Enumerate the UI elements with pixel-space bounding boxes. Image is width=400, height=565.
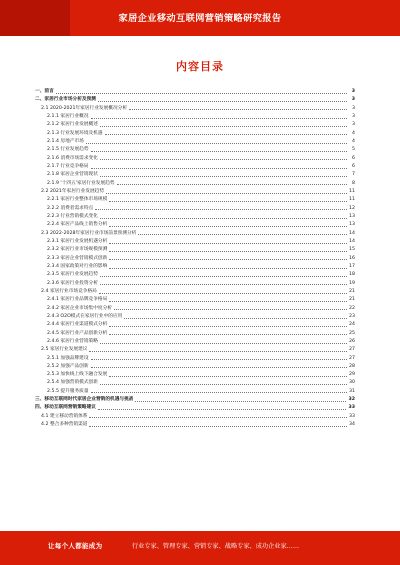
toc-entry[interactable] [35,379,355,387]
table-of-contents [35,88,355,429]
toc-entry-label: 2.3.2 家居行业市场规模预测 [47,247,108,253]
toc-entry[interactable] [35,238,355,246]
toc-entry[interactable] [35,338,355,346]
toc-entry-label: 2.3 2022-2028年家居行业市场前景预测分析 [41,230,137,236]
toc-entry-label: 2.4.5 家居行业产品创新分析 [47,330,108,336]
toc-entry-label: 2.2.1 家居行业整体市场规模 [47,197,108,203]
toc-entry-page: 19 [349,280,355,286]
toc-entry[interactable] [35,421,355,429]
toc-entry-label: 2.4.4 家居行业渠道模式分析 [47,322,108,328]
toc-entry-label: 2.5.4 加强营销模式创新 [47,380,98,386]
toc-entry[interactable] [35,355,355,363]
toc-entry-page: 14 [349,230,355,236]
toc-entry-page: 12 [349,205,355,211]
toc-entry[interactable] [35,88,355,96]
toc-leader-dots [89,417,347,418]
toc-leader-dots [98,409,347,410]
toc-leader-dots [109,243,347,244]
toc-entry-page: 21 [349,288,355,294]
toc-entry[interactable] [35,96,355,104]
footer-logo-text: 让每个人都能成为 [48,542,103,550]
toc-leader-dots [100,384,347,385]
toc-leader-dots [114,309,347,310]
toc-entry-label: 2.2.3 行业营销模式变化 [47,213,98,219]
toc-entry-page: 11 [349,188,355,194]
toc-entry-label: 2.3.6 家居行业投资分析 [47,280,98,286]
toc-entry[interactable] [35,213,355,221]
toc-leader-dots [135,401,346,402]
toc-entry-label: 2.1.6 消费市场需求变化 [47,155,98,161]
toc-leader-dots [99,293,347,294]
toc-entry[interactable] [35,113,355,121]
toc-entry-label: 一、前言 [35,89,54,94]
toc-leader-dots [91,359,347,360]
toc-entry-page: 4 [352,130,355,136]
toc-entry-page: 7 [352,172,355,178]
toc-entry-label: 2.3.5 家居行业发展趋势 [47,272,98,278]
toc-leader-dots [109,259,347,260]
toc-entry-label: 2.2 2021年家居行业发展趋势 [41,188,105,194]
toc-entry[interactable] [35,288,355,296]
toc-entry-label: 2.4.1 家居行业品牌竞争格局 [47,297,108,303]
toc-entry[interactable] [35,180,355,188]
toc-entry-page: 5 [352,147,355,153]
toc-entry[interactable] [35,163,355,171]
toc-leader-dots [91,168,347,169]
toc-entry[interactable] [35,363,355,371]
toc-entry-page: 13 [349,213,355,219]
toc-leader-dots [105,134,347,135]
toc-leader-dots [100,276,347,277]
toc-entry-page: 14 [349,238,355,244]
toc-entry[interactable] [35,230,355,238]
toc-entry-label: 2.3.3 家居企业营销模式创新 [47,255,108,261]
toc-entry-page: 29 [349,372,355,378]
toc-entry-page: 3 [352,105,355,111]
toc-entry-label: 2.5.3 加快线上线下融合发展 [47,372,108,378]
toc-entry[interactable] [35,346,355,354]
toc-entry-label: 2.3.1 家居行业发展机遇分析 [47,238,108,244]
toc-entry-page: 25 [349,330,355,336]
toc-leader-dots [91,118,347,119]
toc-entry-page: 17 [349,263,355,269]
toc-leader-dots [100,284,347,285]
toc-entry-label: 二、家居行业市场分析及预测 [35,97,96,103]
toc-entry[interactable] [35,138,355,146]
toc-entry-page: 3 [351,89,355,94]
toc-leader-dots [95,209,347,210]
toc-leader-dots [109,376,347,377]
toc-entry[interactable] [35,146,355,154]
toc-entry-label: 2.5.1 加强品牌建设 [47,355,89,361]
toc-entry-page: 3 [351,97,355,103]
toc-leader-dots [100,176,347,177]
toc-entry-page: 18 [349,272,355,278]
toc-entry[interactable] [35,313,355,321]
toc-entry-label: 2.2.2 消费者需求特点 [47,205,94,211]
toc-entry-page: 26 [349,338,355,344]
toc-entry[interactable] [35,205,355,213]
toc-entry[interactable] [35,396,355,404]
toc-entry[interactable] [35,271,355,279]
toc-entry-page: 33 [348,405,355,411]
toc-leader-dots [109,268,347,269]
toc-leader-dots [106,193,347,194]
toc-entry-label: 2.5.5 提升服务质量 [47,388,89,394]
toc-entry-label: 2.1.1 家居行业概况 [47,113,89,119]
toc-entry-page: 30 [349,380,355,386]
toc-entry-page: 24 [349,322,355,328]
toc-entry-page: 21 [349,297,355,303]
toc-entry[interactable] [35,296,355,304]
toc-leader-dots [56,93,347,94]
toc-entry-page: 27 [349,355,355,361]
toc-entry[interactable] [35,305,355,313]
toc-entry-page: 16 [349,255,355,261]
toc-entry[interactable] [35,155,355,163]
toc-entry[interactable] [35,413,355,421]
toc-leader-dots [89,351,347,352]
toc-entry-page: 8 [352,180,355,186]
toc-entry[interactable] [35,371,355,379]
toc-entry[interactable] [35,171,355,179]
toc-entry[interactable] [35,263,355,271]
toc-leader-dots [100,159,347,160]
toc-leader-dots [109,251,347,252]
toc-entry-label: 三、移动互联网时代家居企业营销的机遇与挑战 [35,397,134,403]
toc-entry-label: 2.4.3 O2O模式在家居行业中的应用 [47,313,123,319]
toc-entry-label: 2.5.2 加强产品创新 [47,363,89,369]
toc-entry-label: 4.1 建立移动营销体系 [41,413,88,419]
toc-entry[interactable] [35,221,355,229]
toc-entry-page: 6 [352,163,355,169]
toc-entry-page: 27 [349,347,355,353]
toc-entry-page: 3 [352,113,355,119]
toc-entry-page: 13 [349,222,355,228]
toc-leader-dots [117,184,347,185]
toc-entry-label: 2.1.8 家居企业营销现状 [47,172,98,178]
toc-entry[interactable] [35,188,355,196]
toc-entry-page: 15 [349,247,355,253]
toc-entry[interactable] [35,321,355,329]
toc-leader-dots [109,326,347,327]
toc-entry[interactable] [35,388,355,396]
toc-entry-label: 2.4.2 家居企业市场集中度分析 [47,305,112,311]
toc-entry-label: 2.1.9 '十四五'家居行业发展趋势 [47,180,115,186]
toc-leader-dots [86,143,347,144]
toc-leader-dots [109,334,347,335]
toc-entry-label: 2.4 家居行业市场竞争格局 [41,288,97,294]
toc-entry-label: 2.1.7 行业竞争格局 [47,163,89,169]
toc-entry-page: 28 [349,363,355,369]
toc-entry[interactable] [35,330,355,338]
toc-leader-dots [109,301,347,302]
toc-entry-label: 2.2.4 家居产品线上销售分析 [47,222,108,228]
toc-leader-dots [91,367,347,368]
toc-entry-label: 2.1 2020-2021年家居行业发展概况分析 [41,105,128,111]
toc-entry-label: 2.1.5 行业发展趋势 [47,147,89,153]
toc-entry[interactable] [35,105,355,113]
toc-entry-label: 4.2 整合多种营销渠道 [41,422,88,428]
toc-entry-label: 2.4.6 家居行业营销策略 [47,338,98,344]
toc-leader-dots [98,101,347,102]
toc-entry[interactable] [35,121,355,129]
toc-entry[interactable] [35,130,355,138]
toc-entry[interactable] [35,255,355,263]
toc-entry-page: 3 [352,122,355,128]
report-title: 家居企业移动互联网营销策略研究报告 [118,13,282,24]
toc-entry-label: 2.1.3 行业发展环境及机遇 [47,130,103,136]
toc-leader-dots [100,126,347,127]
toc-entry[interactable] [35,246,355,254]
toc-leader-dots [138,234,347,235]
toc-entry-page: 31 [349,388,355,394]
toc-entry-label: 2.1.2 家居行业发展概述 [47,122,98,128]
toc-leader-dots [91,392,347,393]
toc-leader-dots [91,151,347,152]
toc-leader-dots [124,318,347,319]
toc-leader-dots [89,426,347,427]
toc-entry[interactable] [35,196,355,204]
toc-entry[interactable] [35,404,355,412]
toc-entry-page: 4 [352,138,355,144]
toc-entry-page: 11 [349,197,355,203]
toc-leader-dots [100,343,347,344]
toc-entry[interactable] [35,280,355,288]
toc-entry-page: 32 [348,397,355,403]
toc-entry-page: 22 [349,305,355,311]
toc-entry-page: 23 [349,313,355,319]
toc-entry-label: 2.1.4 房地产市场 [47,138,84,144]
toc-entry-page: 6 [352,155,355,161]
toc-entry-page: 33 [349,413,355,419]
toc-entry-label: 2.5 家居行业发展建议 [41,347,88,353]
toc-leader-dots [129,109,347,110]
toc-entry-label: 2.3.4 国家政策对行业的影响 [47,263,108,269]
toc-leader-dots [109,201,347,202]
toc-leader-dots [109,226,347,227]
toc-leader-dots [100,218,347,219]
toc-entry-page: 34 [349,422,355,428]
toc-heading: 内容目录 [176,60,224,73]
footer-slogan: 行业专家、管理专家、营销专家、战略专家、成功企业家…… [132,543,300,550]
toc-entry-label: 四、移动互联网营销策略建议 [35,405,96,411]
